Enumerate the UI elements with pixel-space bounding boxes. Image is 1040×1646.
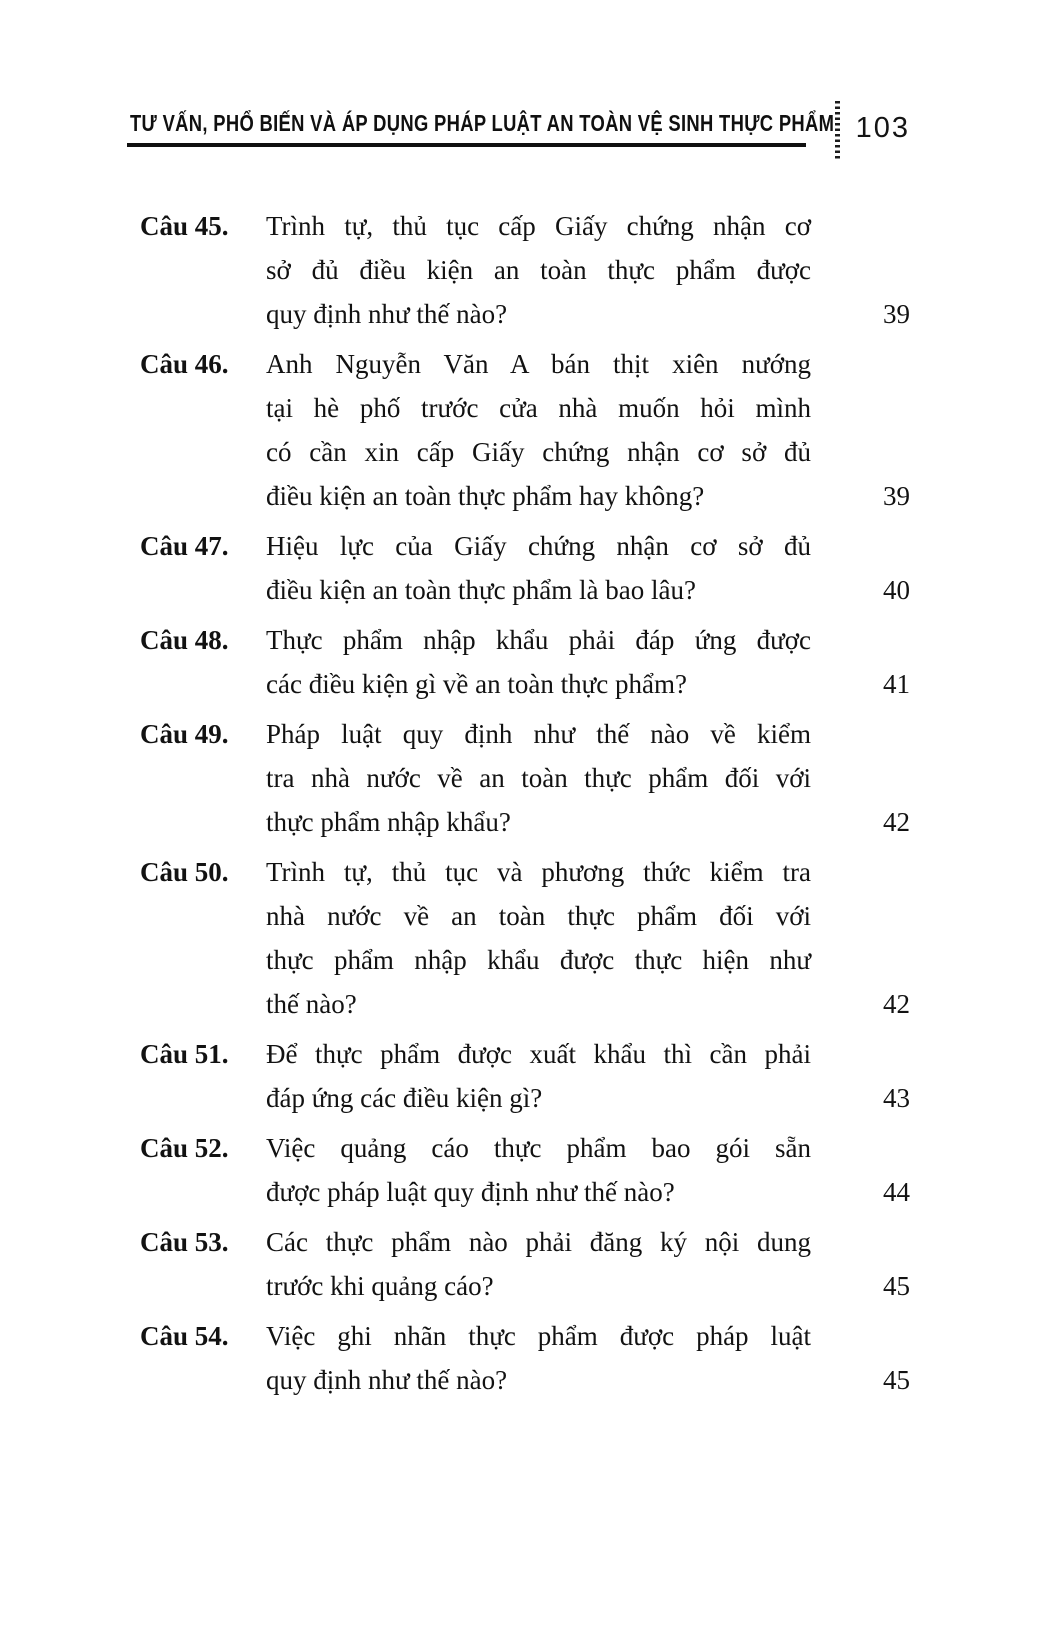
toc-entry-label: Câu 53.: [140, 1227, 229, 1257]
toc-entry-question-line: Để thực phẩm được xuất khẩu thì cần phải: [266, 1039, 811, 1069]
toc-entry-page-number: 44: [883, 1177, 910, 1207]
toc-entry: [140, 1032, 910, 1120]
toc-entry-page-number: 43: [883, 1083, 910, 1113]
header-rule: [127, 143, 806, 147]
toc-entry-question-line: có cần xin cấp Giấy chứng nhận cơ sở đủ: [266, 437, 811, 467]
toc-entry-question-line: Trình tự, thủ tục và phương thức kiểm tra: [266, 857, 811, 887]
toc-entry: [140, 204, 910, 336]
toc-entry-question-line: Trình tự, thủ tục cấp Giấy chứng nhận cơ: [266, 211, 811, 241]
toc-entry-page-number: 40: [883, 575, 910, 605]
toc-entry-question-line: đáp ứng các điều kiện gì?: [266, 1083, 543, 1113]
toc-entry-question: [266, 342, 811, 518]
toc-entry-page-number: 42: [883, 807, 910, 837]
toc-entry-label: Câu 48.: [140, 625, 229, 655]
toc-entry-question: [266, 712, 811, 844]
toc-entry-label: Câu 52.: [140, 1133, 229, 1163]
toc-entry: [140, 712, 910, 844]
chain-divider-icon: [835, 101, 840, 160]
toc-entry-question: [266, 1032, 811, 1120]
toc-entry: [140, 1220, 910, 1308]
toc-entry: [140, 342, 910, 518]
toc-entry-question: [266, 618, 811, 706]
toc-entry-question-line: điều kiện an toàn thực phẩm là bao lâu?: [266, 575, 696, 605]
toc-entry-page-number: 41: [883, 669, 910, 699]
toc-entry-page-number: 39: [883, 481, 910, 511]
toc-entry-question: [266, 524, 811, 612]
toc-entry-label: Câu 45.: [140, 211, 229, 241]
toc-entry-question-line: quy định như thế nào?: [266, 299, 508, 329]
toc-entry: [140, 1126, 910, 1214]
toc-entry-label: Câu 54.: [140, 1321, 229, 1351]
toc-entry-question-line: được pháp luật quy định như thế nào?: [266, 1177, 675, 1207]
toc-entry-question-line: điều kiện an toàn thực phẩm hay không?: [266, 481, 705, 511]
toc-entry-question-line: Hiệu lực của Giấy chứng nhận cơ sở đủ: [266, 531, 811, 561]
toc-entry-label: Câu 46.: [140, 349, 229, 379]
running-head-title: TƯ VẤN, PHỔ BIẾN VÀ ÁP DỤNG PHÁP LUẬT AN TOÀN VỆ SINH THỰC PHẨM: [130, 110, 835, 136]
toc-entry-question-line: Các thực phẩm nào phải đăng ký nội dung: [266, 1227, 811, 1257]
toc-list: [140, 204, 910, 1408]
toc-entry: [140, 524, 910, 612]
toc-entry-question-line: trước khi quảng cáo?: [266, 1271, 494, 1301]
toc-entry-page-number: 45: [883, 1365, 910, 1395]
toc-entry-question-line: thực phẩm nhập khẩu được thực hiện như: [266, 945, 811, 975]
toc-entry-question-line: Anh Nguyễn Văn A bán thịt xiên nướng: [266, 349, 811, 379]
toc-entry: [140, 618, 910, 706]
toc-entry-page-number: 45: [883, 1271, 910, 1301]
toc-entry-question-line: Pháp luật quy định như thế nào về kiểm: [266, 719, 811, 749]
toc-entry-label: Câu 49.: [140, 719, 229, 749]
toc-entry-question: [266, 1220, 811, 1308]
toc-entry-question-line: sở đủ điều kiện an toàn thực phẩm được: [266, 255, 811, 285]
toc-entry-question: [266, 204, 811, 336]
toc-entry-question-line: các điều kiện gì về an toàn thực phẩm?: [266, 669, 687, 699]
toc-entry-question-line: thế nào?: [266, 989, 357, 1019]
toc-entry-question-line: thực phẩm nhập khẩu?: [266, 807, 511, 837]
toc-entry-label: Câu 51.: [140, 1039, 229, 1069]
toc-entry-question-line: tra nhà nước về an toàn thực phẩm đối với: [266, 763, 811, 793]
toc-entry-label: Câu 47.: [140, 531, 229, 561]
toc-entry-label: Câu 50.: [140, 857, 229, 887]
toc-entry-question: [266, 1126, 811, 1214]
toc-entry-question: [266, 850, 811, 1026]
toc-entry-question-line: tại hè phố trước cửa nhà muốn hỏi mình: [266, 393, 811, 423]
page-number: 103: [855, 112, 910, 144]
toc-entry-page-number: 42: [883, 989, 910, 1019]
toc-entry: [140, 1314, 910, 1402]
toc-entry-question-line: Thực phẩm nhập khẩu phải đáp ứng được: [266, 625, 811, 655]
toc-entry: [140, 850, 910, 1026]
toc-entry-question-line: Việc quảng cáo thực phẩm bao gói sẵn: [266, 1133, 811, 1163]
toc-entry-question-line: nhà nước về an toàn thực phẩm đối với: [266, 901, 811, 931]
toc-entry-question: [266, 1314, 811, 1402]
toc-entry-question-line: quy định như thế nào?: [266, 1365, 508, 1395]
toc-entry-question-line: Việc ghi nhãn thực phẩm được pháp luật: [266, 1321, 811, 1351]
toc-entry-page-number: 39: [883, 299, 910, 329]
